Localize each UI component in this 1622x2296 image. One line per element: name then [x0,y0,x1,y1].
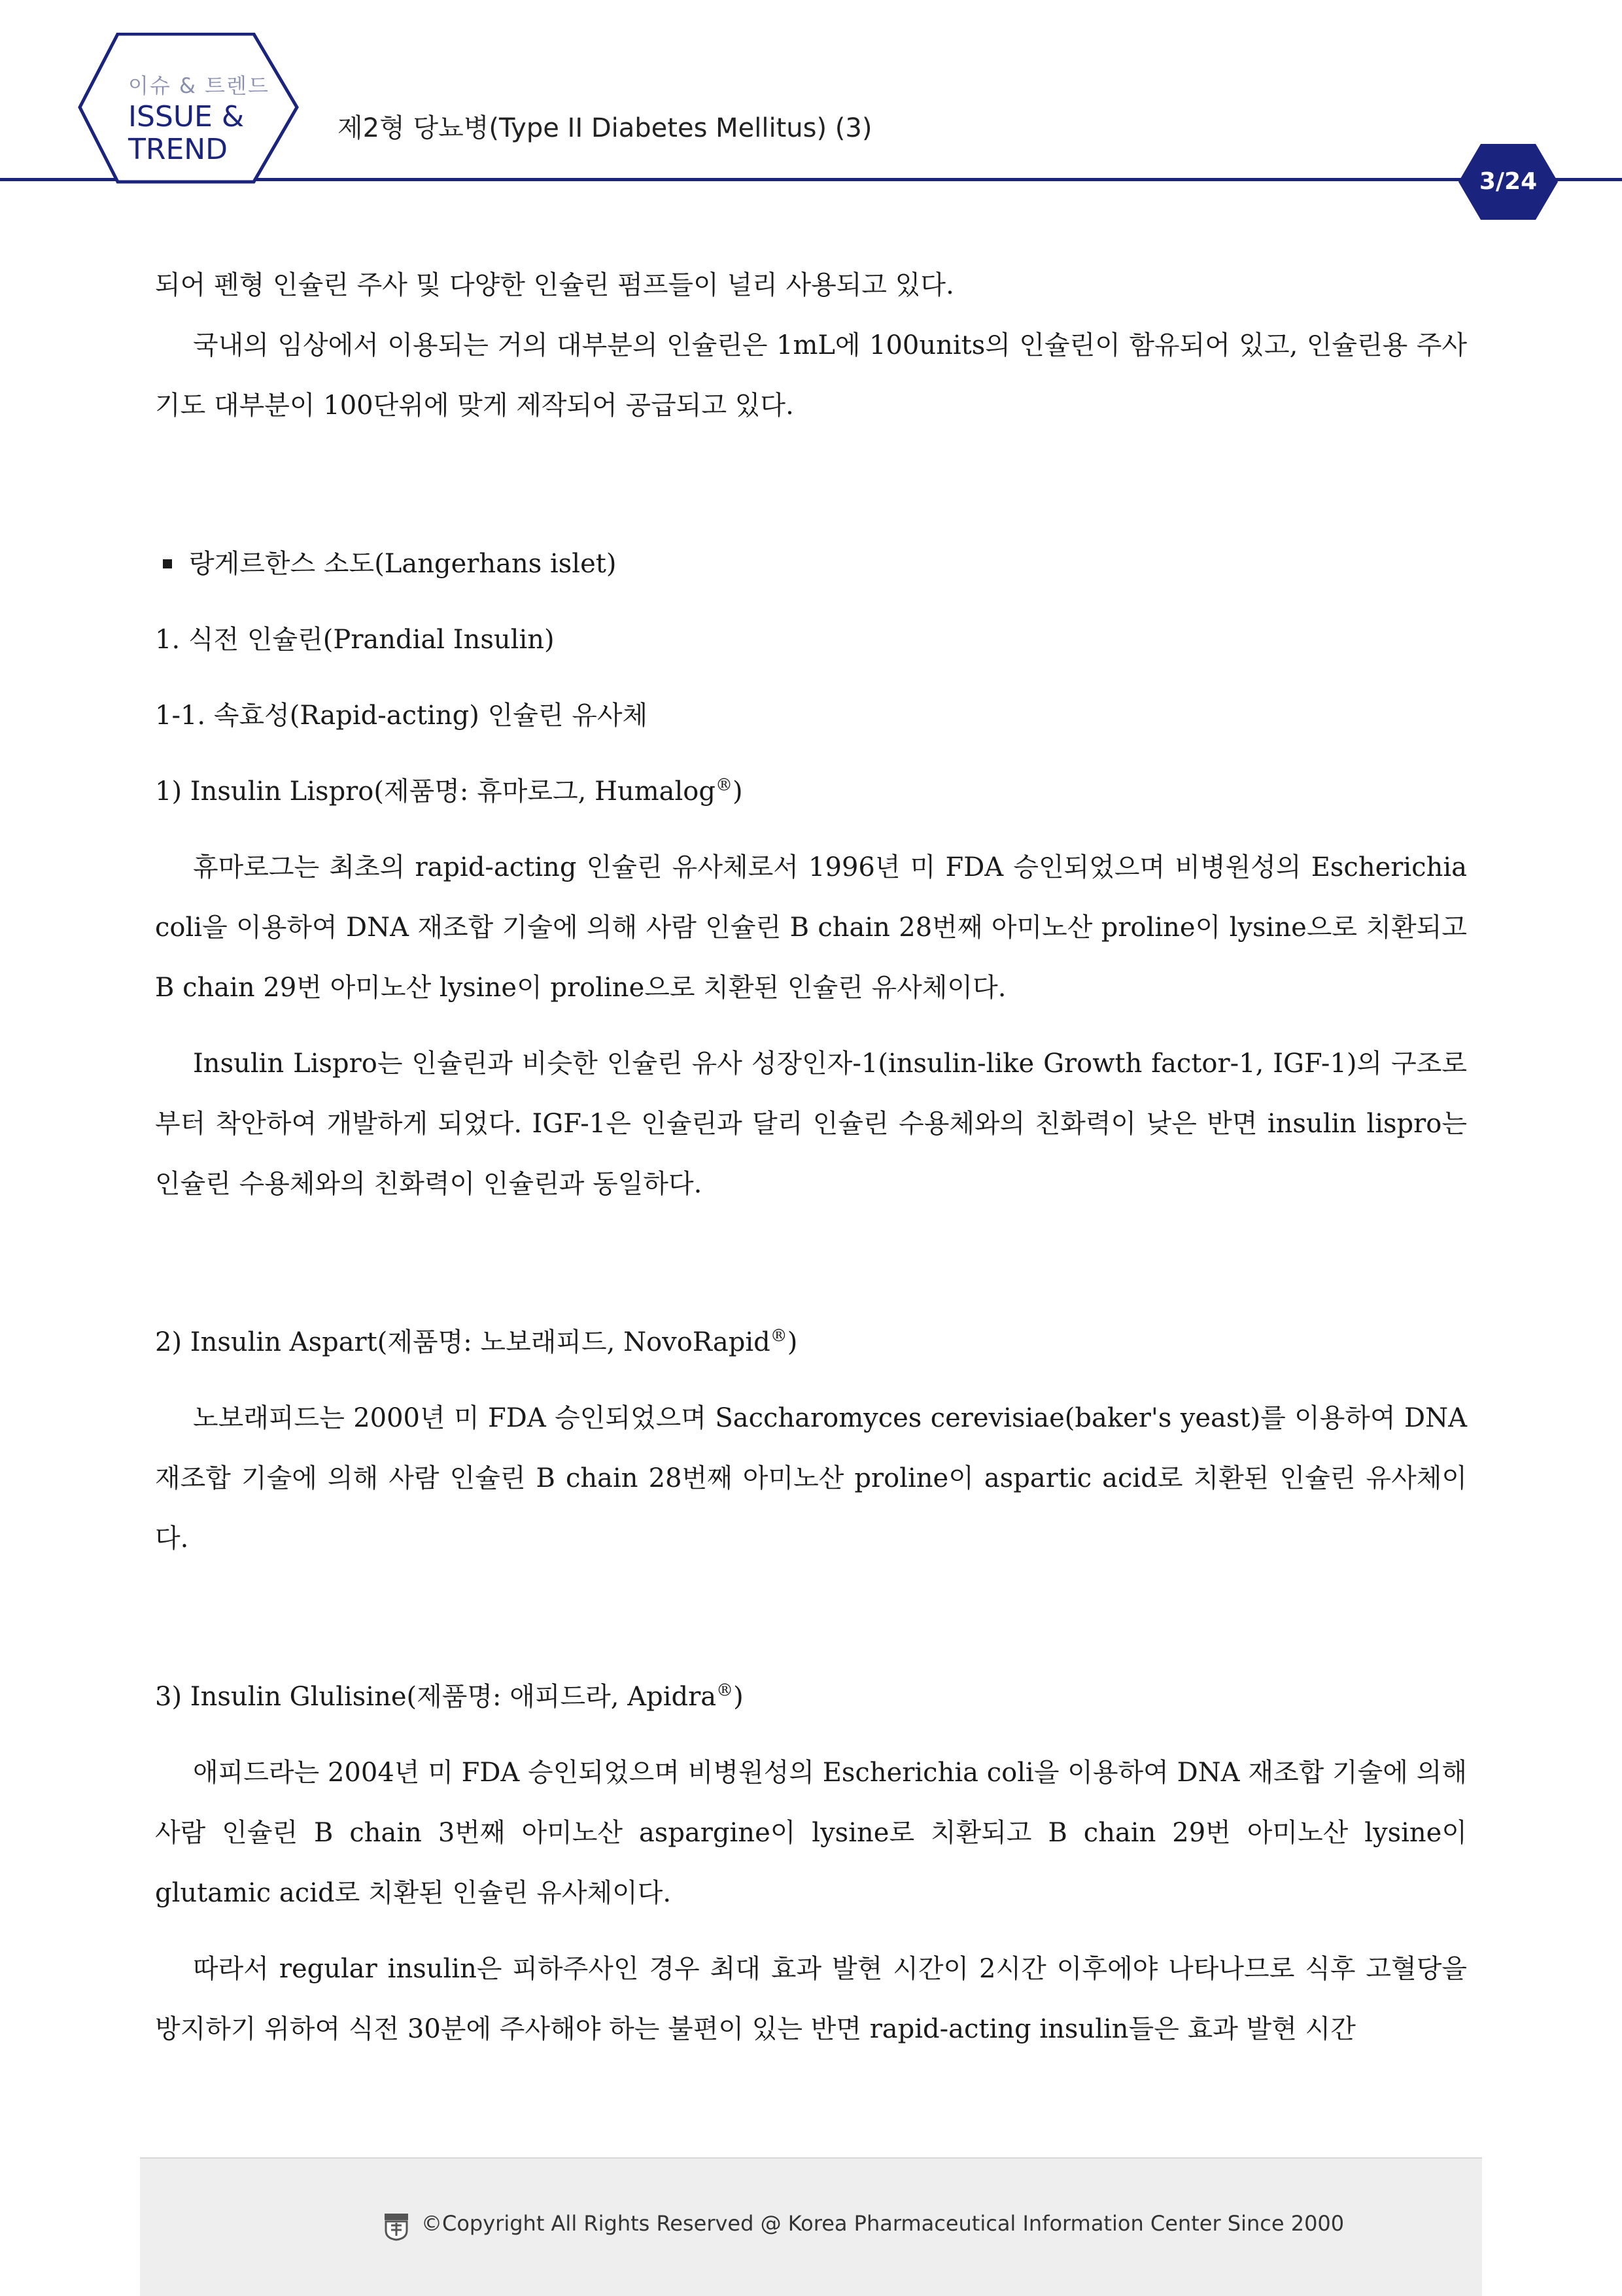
paragraph: Insulin Lispro는 인슐린과 비슷한 인슐린 유사 성장인자-1(insulin-like Growth factor-1, IGF-1)의 구조로부터 착안하여 개발하게 되었다. IGF-1은 인슐린과 달리 인슐린 수용체와의 친화력이 낮은 반면 insulin lispro는 인슐린 수용체와의 친화력이 인슐린과 동일하다. [155,1049,1467,1199]
paragraph: 애피드라는 2004년 미 FDA 승인되었으며 비병원성의 Escherichia coli을 이용하여 DNA 재조합 기술에 의해 사람 인슐린 B chain 3번째 아미노산 aspargine이 lysine로 치환되고 B chain 29번 아미노산 lysine이 glutamic acid로 치환된 인슐린 유사체이다. [155,1758,1467,1908]
square-bullet-icon [163,559,172,568]
logo-english-line2: TREND [128,133,228,166]
page-number: 3/24 [1479,168,1538,195]
footer [140,2157,1482,2296]
paragraph: 되어 펜형 인슐린 주사 및 다양한 인슐린 펌프들이 널리 사용되고 있다. [155,270,954,300]
item-heading-aspart: 2) Insulin Aspart(제품명: 노보래피드, NovoRapid®) [155,1326,798,1357]
subsection-heading: 1-1. 속효성(Rapid-acting) 인슐린 유사체 [155,701,648,731]
paragraph: 휴마로그는 최초의 rapid-acting 인슐린 유사체로서 1996년 미 FDA 승인되었으며 비병원성의 Escherichia coli을 이용하여 DNA 재조합 기술에 의해 사람 인슐린 B chain 28번째 아미노산 proline이 lysine으로 치환되고 B chain 29번 아미노산 lysine이 proline으로 치환된 인슐린 유사체이다. [155,852,1467,1003]
section-heading: 1. 식전 인슐린(Prandial Insulin) [155,625,555,655]
kpic-emblem-icon [383,2212,409,2241]
logo [128,71,269,166]
logo-korean: 이슈 & 트렌드 [128,73,269,98]
bullet-text: 랑게르한스 소도(Langerhans islet) [189,549,617,579]
paragraph: 노보래피드는 2000년 미 FDA 승인되었으며 Saccharomyces cerevisiae(baker's yeast)를 이용하여 DNA 재조합 기술에 의해 사람 인슐린 B chain 28번째 아미노산 proline이 aspartic acid로 치환된 인슐린 유사체이다. [155,1403,1467,1554]
copyright-text: ©Copyright All Rights Reserved @ Korea Pharmaceutical Information Center Since 2000 [421,2211,1345,2236]
item-heading-glulisine: 3) Insulin Glulisine(제품명: 애피드라, Apidra®) [155,1680,744,1712]
item-heading-lispro: 1) Insulin Lispro(제품명: 휴마로그, Humalog®) [155,775,743,807]
document-title: 제2형 당뇨병(Type II Diabetes Mellitus) (3) [337,113,872,143]
paragraph: 따라서 regular insulin은 피하주사인 경우 최대 효과 발현 시간이 2시간 이후에야 나타나므로 식후 고혈당을 방지하기 위하여 식전 30분에 주사해야 하는 불편이 있는 반면 rapid-acting insulin들은 효과 발현 시간 [155,1954,1467,2044]
paragraph: 국내의 임상에서 이용되는 거의 대부분의 인슐린은 1mL에 100units의 인슐린이 함유되어 있고, 인슐린용 주사기도 대부분이 100단위에 맞게 제작되어 공급되고 있다. [155,330,1467,421]
logo-english-line1: ISSUE & [128,100,245,133]
document-body [155,255,1467,2059]
bullet-item [155,534,1467,594]
